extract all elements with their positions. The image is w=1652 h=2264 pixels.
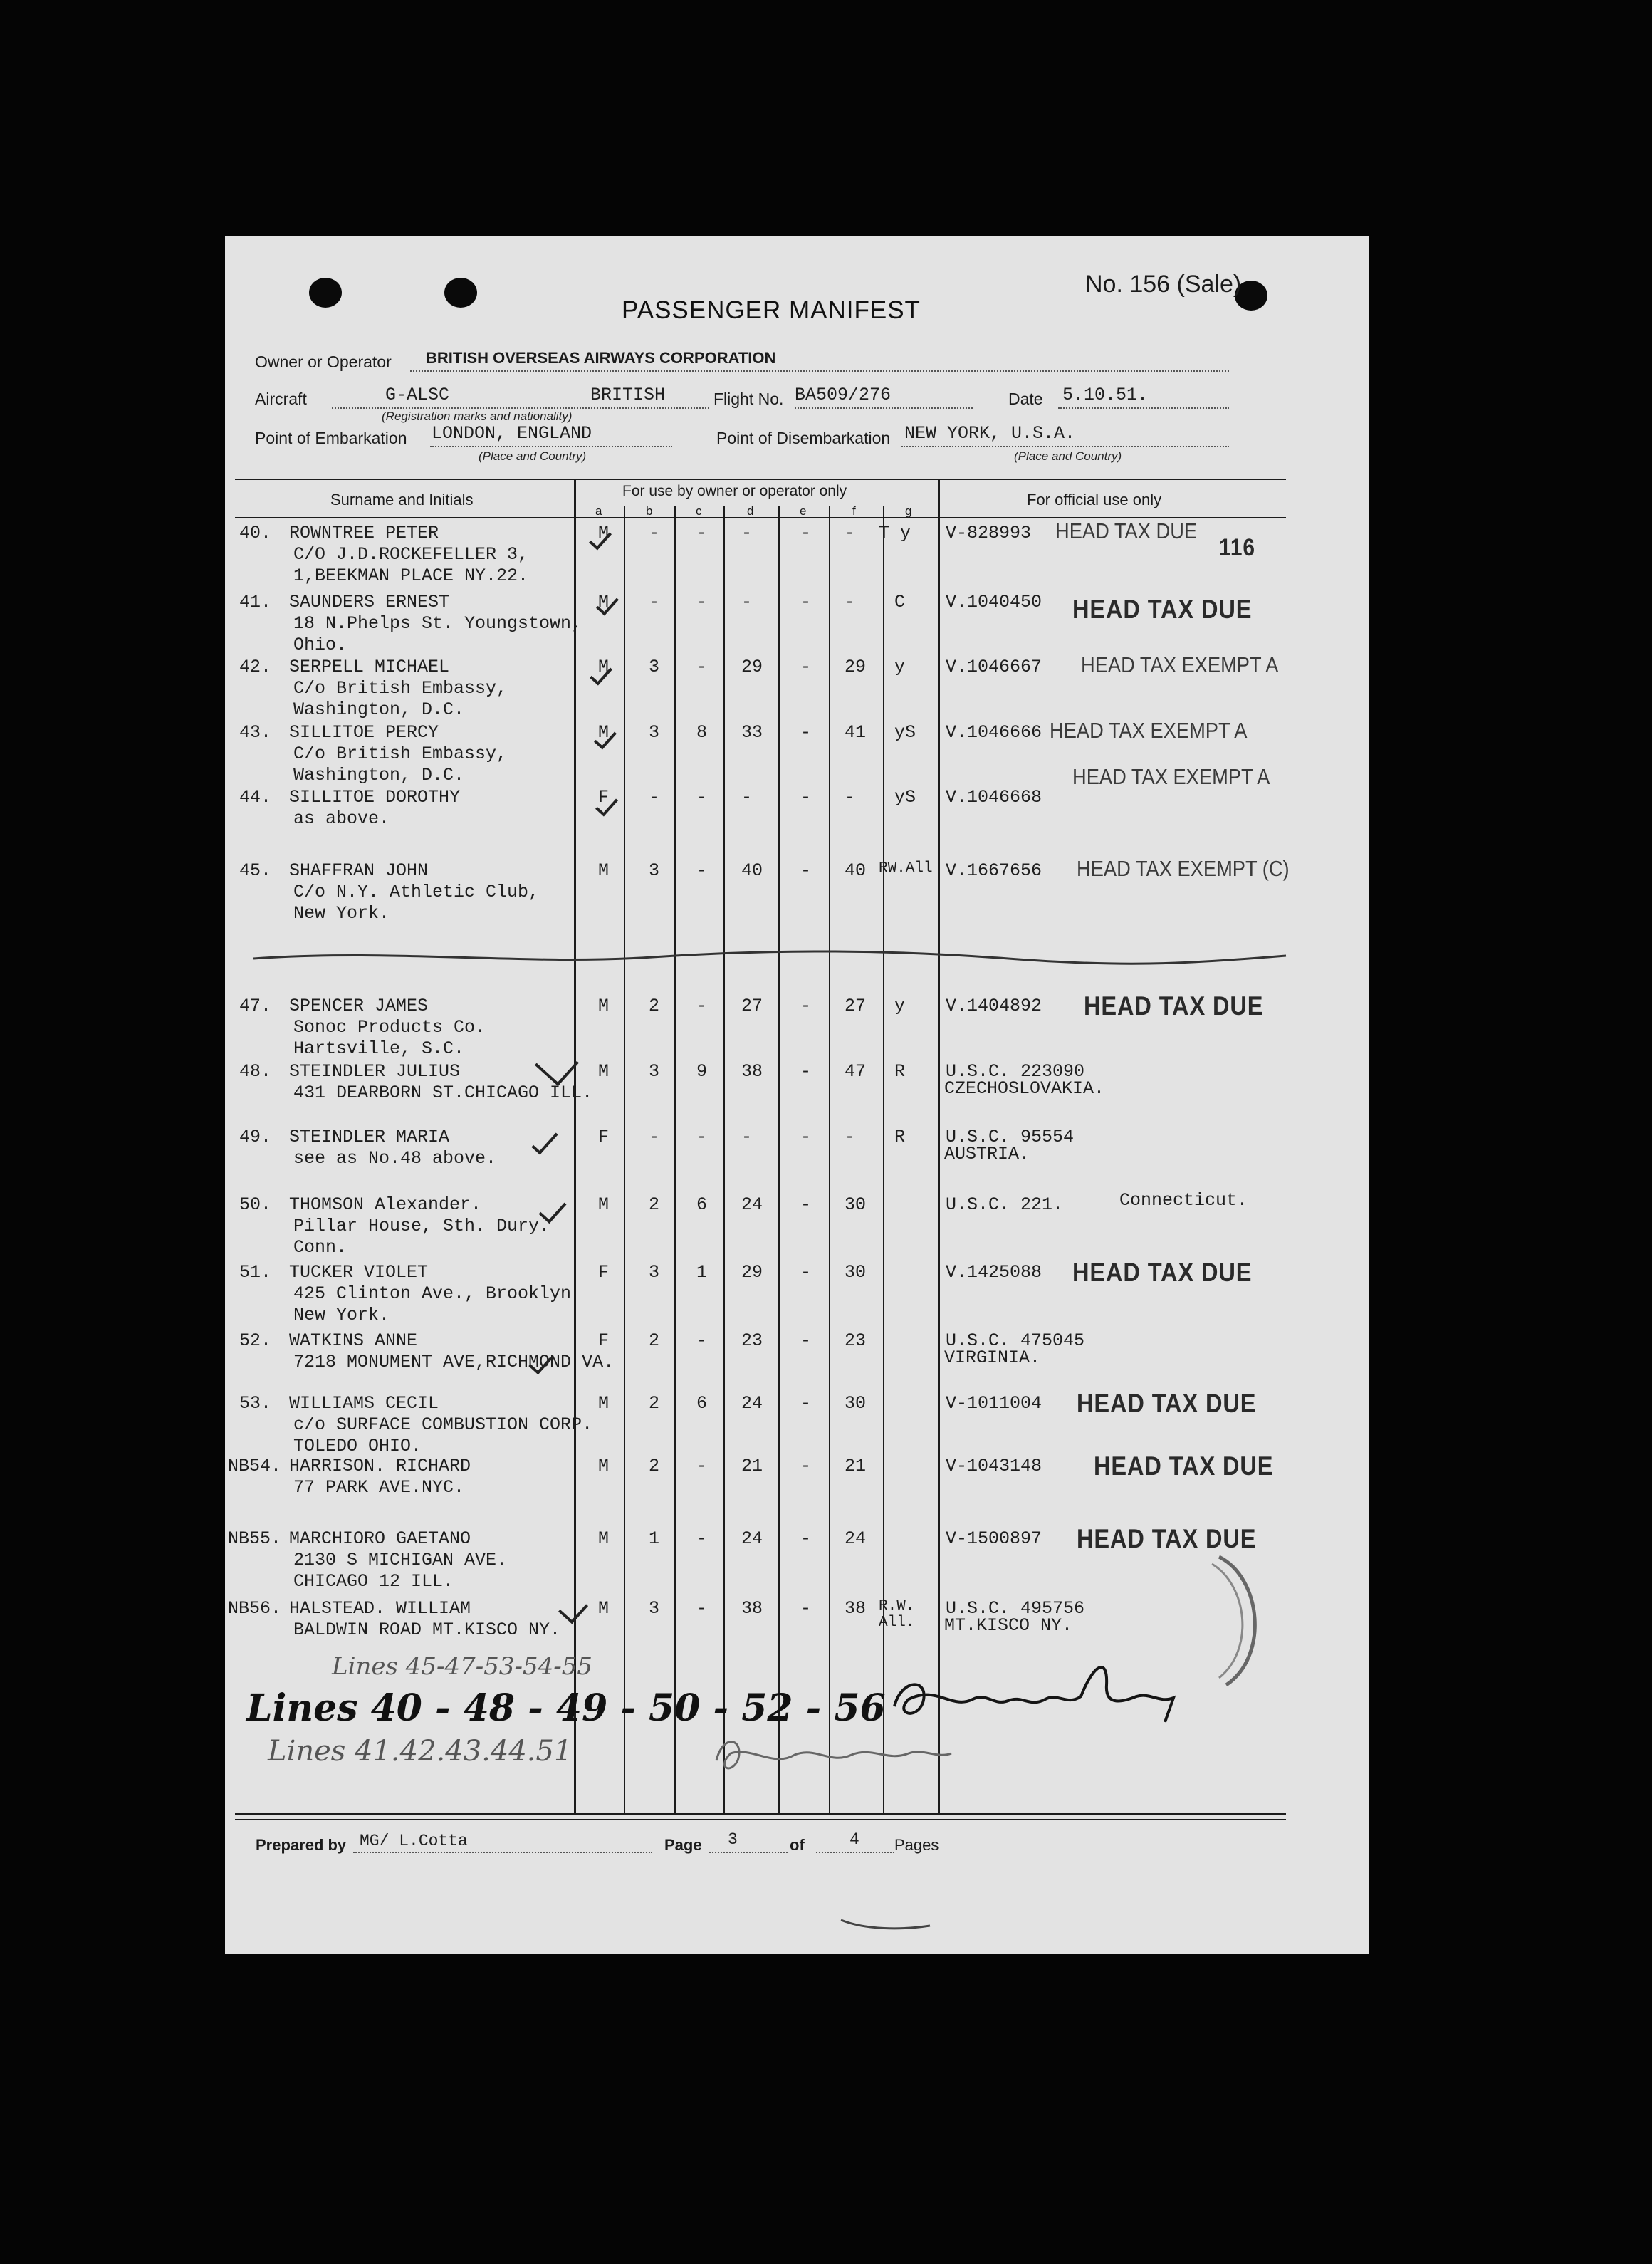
cell-e: - [800,996,812,1016]
row-number: 44. [239,787,272,808]
cell-b: 2 [649,1456,660,1476]
official-visa: V-1043148 [946,1456,1042,1476]
passenger-name: SILLITOE PERCY [289,722,439,743]
official-visa: U.S.C. 495756 [946,1598,1085,1619]
flight-value: BA509/276 [795,385,892,405]
cell-f: 29 [845,657,867,677]
official-visa: V.1046666 [946,722,1042,743]
cell-d: 29 [741,1262,763,1283]
official-use-header: For official use only [1027,491,1162,508]
cell-e: - [800,1456,812,1476]
official-stamp: HEAD TAX DUE [1084,991,1264,1021]
passenger-address: New York. [293,903,390,924]
cell-b: 3 [649,722,660,743]
passenger-address: 425 Clinton Ave., Brooklyn [293,1283,572,1304]
cell-a: M [598,1456,610,1476]
cell-d: 33 [741,722,763,743]
owner-value: BRITISH OVERSEAS AIRWAYS CORPORATION [426,349,776,367]
column-letter: d [747,504,754,518]
cell-a: M [598,657,610,677]
cell-b: 3 [649,1598,660,1619]
cell-b: - [649,787,660,808]
cell-e: - [800,1598,812,1619]
official-visa: V-1500897 [946,1528,1042,1549]
cell-d: 24 [741,1528,763,1549]
official-stamp: HEAD TAX EXEMPT (C) [1077,856,1290,881]
cell-e: - [800,523,812,543]
justice-seal [1198,1550,1276,1692]
passenger-address: 1,BEEKMAN PLACE NY.22. [293,565,529,586]
cell-d: - [741,523,753,543]
passenger-name: SILLITOE DOROTHY [289,787,461,808]
cell-b: 3 [649,1061,660,1082]
stamp-number: 116 [1219,534,1255,561]
cell-c: 8 [696,722,708,743]
cell-c: - [696,1598,708,1619]
cell-b: 3 [649,657,660,677]
cell-a: M [598,722,610,743]
page-label: Page [664,1836,702,1854]
cell-g: R [894,1061,906,1082]
cell-f: 38 [845,1598,867,1619]
column-letter: a [595,504,602,518]
row-number: 48. [239,1061,272,1082]
passenger-address: c/o SURFACE COMBUSTION CORP. [293,1414,593,1435]
passenger-name: ROWNTREE PETER [289,523,439,543]
cell-a: M [598,1061,610,1082]
cell-e: - [800,860,812,881]
column-letter: g [905,504,912,518]
passenger-name: SPENCER JAMES [289,996,429,1016]
cell-d: - [741,1127,753,1147]
cell-a: M [598,1194,610,1215]
official-stamp: HEAD TAX DUE [1077,1524,1257,1553]
cell-g: C [894,592,906,612]
passenger-address: 7218 MONUMENT AVE,RICHMOND VA. [293,1352,615,1372]
cell-g: R.W. All. [879,1598,915,1631]
row-number: 53. [239,1393,272,1414]
cell-d: - [741,787,753,808]
passenger-name: TUCKER VIOLET [289,1262,429,1283]
official-stamp: Connecticut. [1119,1190,1248,1211]
prepared-by-label: Prepared by [256,1836,347,1854]
cell-f: 41 [845,722,867,743]
cell-b: 3 [649,1262,660,1283]
manifest-number: No. 156 (Sale) [1085,271,1242,298]
official-stamp: HEAD TAX DUE [1072,1258,1253,1287]
pages-label: Pages [894,1836,939,1854]
cell-f: 27 [845,996,867,1016]
official-visa: U.S.C. 223090 [946,1061,1085,1082]
official-stamp: CZECHOSLOVAKIA. [944,1078,1105,1099]
row-number: 43. [239,722,272,743]
column-letter: f [852,504,856,518]
row-number: 42. [239,657,272,677]
passenger-address: Sonoc Products Co. [293,1017,486,1038]
official-stamp: HEAD TAX DUE [1077,1389,1257,1418]
cell-a: M [598,860,610,881]
cell-e: - [800,1194,812,1215]
cell-f: 30 [845,1393,867,1414]
cell-e: - [800,1262,812,1283]
passenger-name: SAUNDERS ERNEST [289,592,450,612]
flight-label: Flight No. [713,390,784,408]
cell-g: yS [894,722,916,743]
of-label: of [790,1836,805,1854]
cell-e: - [800,1528,812,1549]
cell-g: yS [894,787,916,808]
passenger-address: 431 DEARBORN ST.CHICAGO ILL. [293,1083,593,1103]
official-visa: U.S.C. 475045 [946,1330,1085,1351]
passenger-address: 2130 S MICHIGAN AVE. [293,1550,508,1570]
row-number: NB55. [228,1528,282,1549]
row-number: 49. [239,1127,272,1147]
official-visa: V.1046667 [946,657,1042,677]
cell-g: y [894,657,906,677]
cell-d: 21 [741,1456,763,1476]
row-number: 51. [239,1262,272,1283]
passenger-address: BALDWIN ROAD MT.KISCO NY. [293,1619,561,1640]
cell-c: - [696,1528,708,1549]
passenger-address: TOLEDO OHIO. [293,1436,422,1456]
cell-g: R [894,1127,906,1147]
cell-b: - [649,523,660,543]
cell-c: 9 [696,1061,708,1082]
passenger-address: Conn. [293,1237,347,1258]
cell-f: 30 [845,1262,867,1283]
cell-f: - [845,1127,856,1147]
official-stamp: MT.KISCO NY. [944,1615,1073,1636]
cell-g: T y [879,523,911,543]
cell-c: - [696,1127,708,1147]
cell-a: F [598,1330,610,1351]
cell-e: - [800,1330,812,1351]
passenger-address: Hartsville, S.C. [293,1038,465,1059]
bottom-mark [837,1913,937,1934]
cell-e: - [800,657,812,677]
passenger-address: C/o British Embassy, [293,744,508,764]
column-letter: e [800,504,807,518]
embarkation-note: (Place and Country) [479,449,587,463]
passenger-address: CHICAGO 12 ILL. [293,1571,454,1592]
cell-e: - [800,722,812,743]
passenger-address: Washington, D.C. [293,765,465,786]
cell-d: 24 [741,1393,763,1414]
cell-c: - [696,1456,708,1476]
column-letter: c [696,504,702,518]
row-number: NB56. [228,1598,282,1619]
cell-c: 6 [696,1194,708,1215]
official-visa: U.S.C. 95554 [946,1127,1075,1147]
total-pages: 4 [849,1830,859,1849]
passenger-name: STEINDLER MARIA [289,1127,450,1147]
cell-f: 30 [845,1194,867,1215]
official-stamp: HEAD TAX EXEMPT A [1050,718,1248,743]
passenger-address: C/o N.Y. Athletic Club, [293,882,540,902]
cell-f: - [845,523,856,543]
cell-f: 23 [845,1330,867,1351]
cell-b: - [649,1127,660,1147]
manifest-sheet [225,236,1369,1954]
handwriting-line-2: Lines 40 - 48 - 49 - 50 - 52 - 56 [246,1686,886,1730]
aircraft-label: Aircraft [255,390,307,408]
cell-c: - [696,787,708,808]
official-visa: V.1040450 [946,592,1042,612]
cell-a: F [598,1127,610,1147]
column-letter: b [646,504,653,518]
cell-a: M [598,592,610,612]
cell-e: - [800,1393,812,1414]
cell-e: - [800,1127,812,1147]
cell-f: 24 [845,1528,867,1549]
row-number: 45. [239,860,272,881]
passenger-address: see as No.48 above. [293,1148,497,1169]
passenger-name: WILLIAMS CECIL [289,1393,439,1414]
row-number: 47. [239,996,272,1016]
cell-b: 2 [649,1194,660,1215]
cell-d: 38 [741,1061,763,1082]
row-number: NB54. [228,1456,282,1476]
passenger-name: HALSTEAD. WILLIAM [289,1598,471,1619]
cell-c: - [696,1330,708,1351]
passenger-address: 18 N.Phelps St. Youngstown, [293,613,582,634]
handwriting-line-1: Lines 45-47-53-54-55 [332,1652,592,1681]
cell-c: 1 [696,1262,708,1283]
cell-a: F [598,787,610,808]
cancelled-row-line [253,943,1293,971]
row-number: 41. [239,592,272,612]
cell-b: - [649,592,660,612]
cell-f: - [845,592,856,612]
passenger-address: Washington, D.C. [293,699,465,720]
owner-label: Owner or Operator [255,353,392,371]
cell-d: 24 [741,1194,763,1215]
cell-g: RW.All [879,860,933,877]
cell-f: 47 [845,1061,867,1082]
cell-b: 2 [649,1393,660,1414]
cell-b: 2 [649,1330,660,1351]
cell-a: M [598,1393,610,1414]
row-number: 52. [239,1330,272,1351]
registration-note: (Registration marks and nationality) [382,409,573,423]
passenger-name: HARRISON. RICHARD [289,1456,471,1476]
official-stamp: HEAD TAX EXEMPT A [1072,764,1270,789]
surname-header: Surname and Initials [330,491,474,508]
official-stamp: AUSTRIA. [944,1144,1030,1164]
passenger-address: Pillar House, Sth. Dury. [293,1216,550,1236]
passenger-name: THOMSON Alexander. [289,1194,482,1215]
official-visa: V-828993 [946,523,1032,543]
row-number: 50. [239,1194,272,1215]
cell-g: y [894,996,906,1016]
cell-f: - [845,787,856,808]
punch-hole-middle [444,278,477,308]
cell-d: 27 [741,996,763,1016]
official-stamp: HEAD TAX DUE [1055,518,1198,543]
passenger-address: Ohio. [293,635,347,655]
initials-scribble [709,1718,966,1782]
passenger-address: 77 PARK AVE.NYC. [293,1477,465,1498]
passenger-name: SHAFFRAN JOHN [289,860,429,881]
cell-c: - [696,996,708,1016]
cell-d: 23 [741,1330,763,1351]
passenger-name: SERPELL MICHAEL [289,657,450,677]
prepared-by-value: MG/ L.Cotta [360,1832,468,1850]
official-visa: V.1404892 [946,996,1042,1016]
cell-d: 38 [741,1598,763,1619]
passenger-name: WATKINS ANNE [289,1330,418,1351]
official-visa: U.S.C. 221. [946,1194,1064,1215]
official-visa: V.1425088 [946,1262,1042,1283]
cell-c: 6 [696,1393,708,1414]
passenger-name: STEINDLER JULIUS [289,1061,461,1082]
date-label: Date [1008,390,1043,408]
official-visa: V-1011004 [946,1393,1042,1414]
aircraft-value: G-ALSC [385,385,450,405]
cell-a: M [598,996,610,1016]
disembarkation-value: NEW YORK, U.S.A. [904,423,1076,444]
cell-b: 2 [649,996,660,1016]
official-visa: V.1046668 [946,787,1042,808]
official-stamp: HEAD TAX DUE [1072,595,1253,624]
passenger-address: as above. [293,808,390,829]
cell-f: 21 [845,1456,867,1476]
cell-a: F [598,1262,610,1283]
page-title: PASSENGER MANIFEST [622,296,921,324]
page-number: 3 [728,1830,738,1849]
cell-b: 1 [649,1528,660,1549]
punch-hole-left [309,278,342,308]
passenger-address: New York. [293,1305,390,1325]
disembarkation-label: Point of Disembarkation [716,429,891,447]
cell-a: M [598,1528,610,1549]
official-visa: V.1667656 [946,860,1042,881]
passenger-address: C/o British Embassy, [293,678,508,699]
cell-c: - [696,592,708,612]
embarkation-value: LONDON, ENGLAND [432,423,592,444]
cell-e: - [800,592,812,612]
cell-e: - [800,1061,812,1082]
date-value: 5.10.51. [1062,385,1149,405]
passenger-name: MARCHIORO GAETANO [289,1528,471,1549]
official-stamp: HEAD TAX DUE [1094,1451,1274,1481]
owner-use-header: For use by owner or operator only [622,483,847,499]
cell-c: - [696,860,708,881]
nationality-value: BRITISH [590,385,666,405]
disembarkation-note: (Place and Country) [1014,449,1122,463]
cell-a: M [598,523,610,543]
cell-c: - [696,657,708,677]
cell-d: 40 [741,860,763,881]
row-number: 40. [239,523,272,543]
cell-e: - [800,787,812,808]
cell-d: 29 [741,657,763,677]
passenger-address: C/O J.D.ROCKEFELLER 3, [293,544,529,565]
cell-a: M [598,1598,610,1619]
cell-d: - [741,592,753,612]
cell-c: - [696,523,708,543]
official-stamp: VIRGINIA. [944,1347,1041,1368]
official-stamp: HEAD TAX EXEMPT A [1081,652,1279,677]
cell-b: 3 [649,860,660,881]
cell-f: 40 [845,860,867,881]
embarkation-label: Point of Embarkation [255,429,407,447]
handwriting-line-3: Lines 41.42.43.44.51 [268,1735,573,1768]
